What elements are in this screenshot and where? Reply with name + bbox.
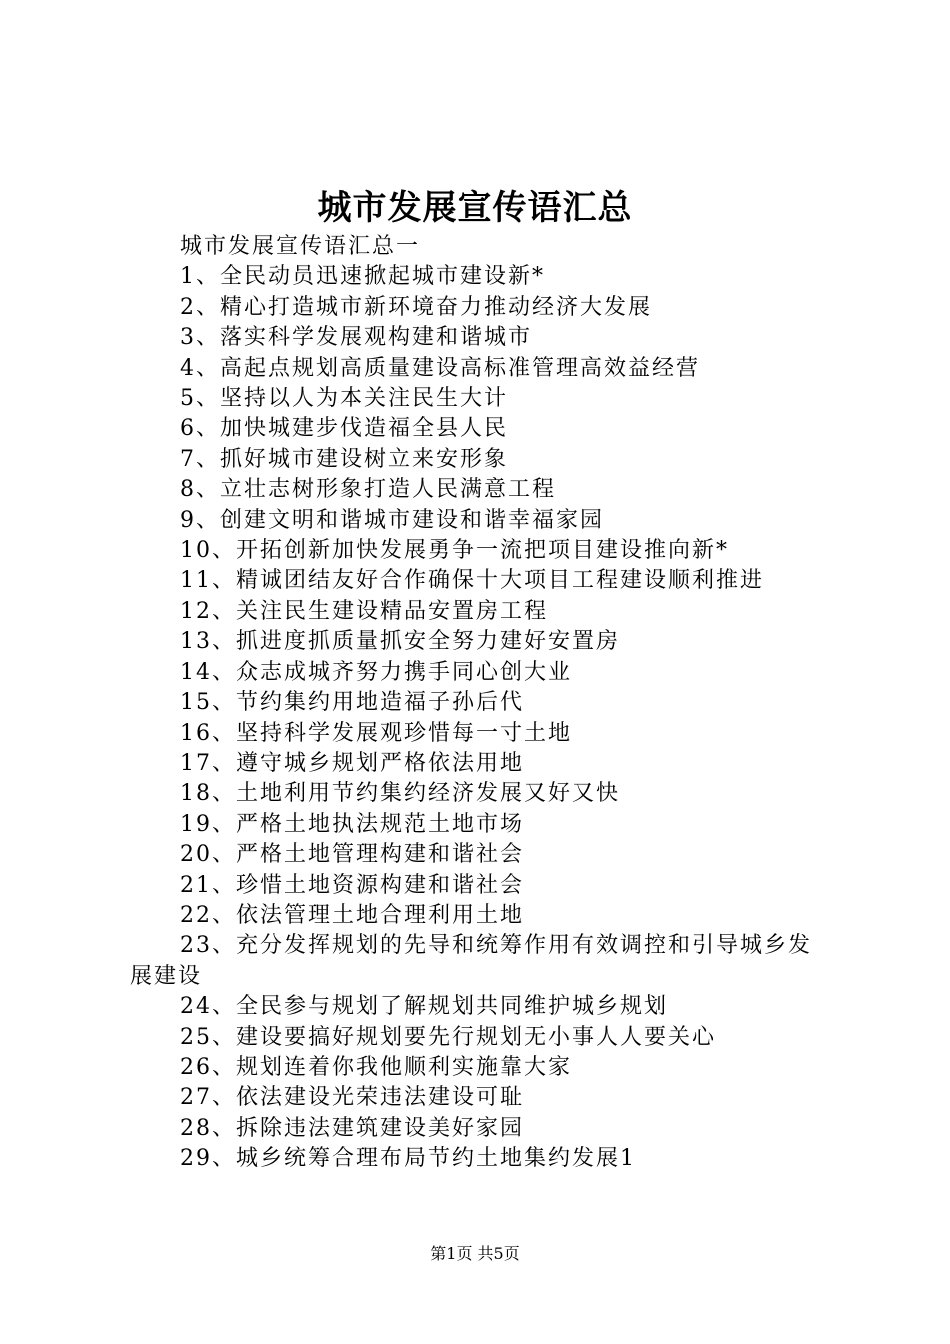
list-item: 10、开拓创新加快发展勇争一流把项目建设推向新* <box>180 538 729 564</box>
list-item: 8、立壮志树形象打造人民满意工程 <box>180 477 556 503</box>
list-item: 26、规划连着你我他顺利实施靠大家 <box>180 1054 572 1080</box>
list-item: 19、严格土地执法规范土地市场 <box>180 811 524 837</box>
list-item: 3、落实科学发展观构建和谐城市 <box>180 325 532 351</box>
page-footer: 第1页 共5页 <box>430 1244 520 1263</box>
list-item: 23、充分发挥规划的先导和统筹作用有效调控和引导城乡发展建设 <box>130 933 812 989</box>
list-item: 29、城乡统筹合理布局节约土地集约发展1 <box>180 1146 636 1172</box>
list-item: 11、精诚团结友好合作确保十大项目工程建设顺利推进 <box>180 568 764 594</box>
list-item: 17、遵守城乡规划严格依法用地 <box>180 750 524 776</box>
list-item: 25、建设要搞好规划要先行规划无小事人人要关心 <box>180 1024 716 1050</box>
list-item: 6、加快城建步伐造福全县人民 <box>180 416 508 442</box>
list-item: 5、坚持以人为本关注民生大计 <box>180 386 508 412</box>
list-item: 14、众志成城齐努力携手同心创大业 <box>180 659 572 685</box>
list-item: 2、精心打造城市新环境奋力推动经济大发展 <box>180 294 652 320</box>
list-item: 16、坚持科学发展观珍惜每一寸土地 <box>180 720 572 746</box>
list-item: 27、依法建设光荣违法建设可耻 <box>180 1085 524 1111</box>
list-item: 24、全民参与规划了解规划共同维护城乡规划 <box>180 994 668 1020</box>
list-item: 7、抓好城市建设树立来安形象 <box>180 446 508 472</box>
section-heading: 城市发展宣传语汇总一 <box>180 234 421 259</box>
list-item: 28、拆除违法建筑建设美好家园 <box>180 1115 524 1141</box>
list-item: 15、节约集约用地造福子孙后代 <box>180 690 524 716</box>
list-item: 22、依法管理土地合理利用土地 <box>180 902 524 928</box>
list-item: 12、关注民生建设精品安置房工程 <box>180 598 548 624</box>
list-item: 9、创建文明和谐城市建设和谐幸福家园 <box>180 507 604 533</box>
page-title: 城市发展宣传语汇总 <box>317 188 633 228</box>
list-item: 4、高起点规划高质量建设高标准管理高效益经营 <box>180 355 700 381</box>
list-item: 21、珍惜土地资源构建和谐社会 <box>180 872 524 898</box>
document-body <box>130 232 830 1175</box>
list-item: 20、严格土地管理构建和谐社会 <box>180 842 524 868</box>
list-item: 1、全民动员迅速掀起城市建设新* <box>180 264 545 290</box>
list-item: 13、抓进度抓质量抓安全努力建好安置房 <box>180 629 620 655</box>
list-item: 18、土地利用节约集约经济发展又好又快 <box>180 781 620 807</box>
